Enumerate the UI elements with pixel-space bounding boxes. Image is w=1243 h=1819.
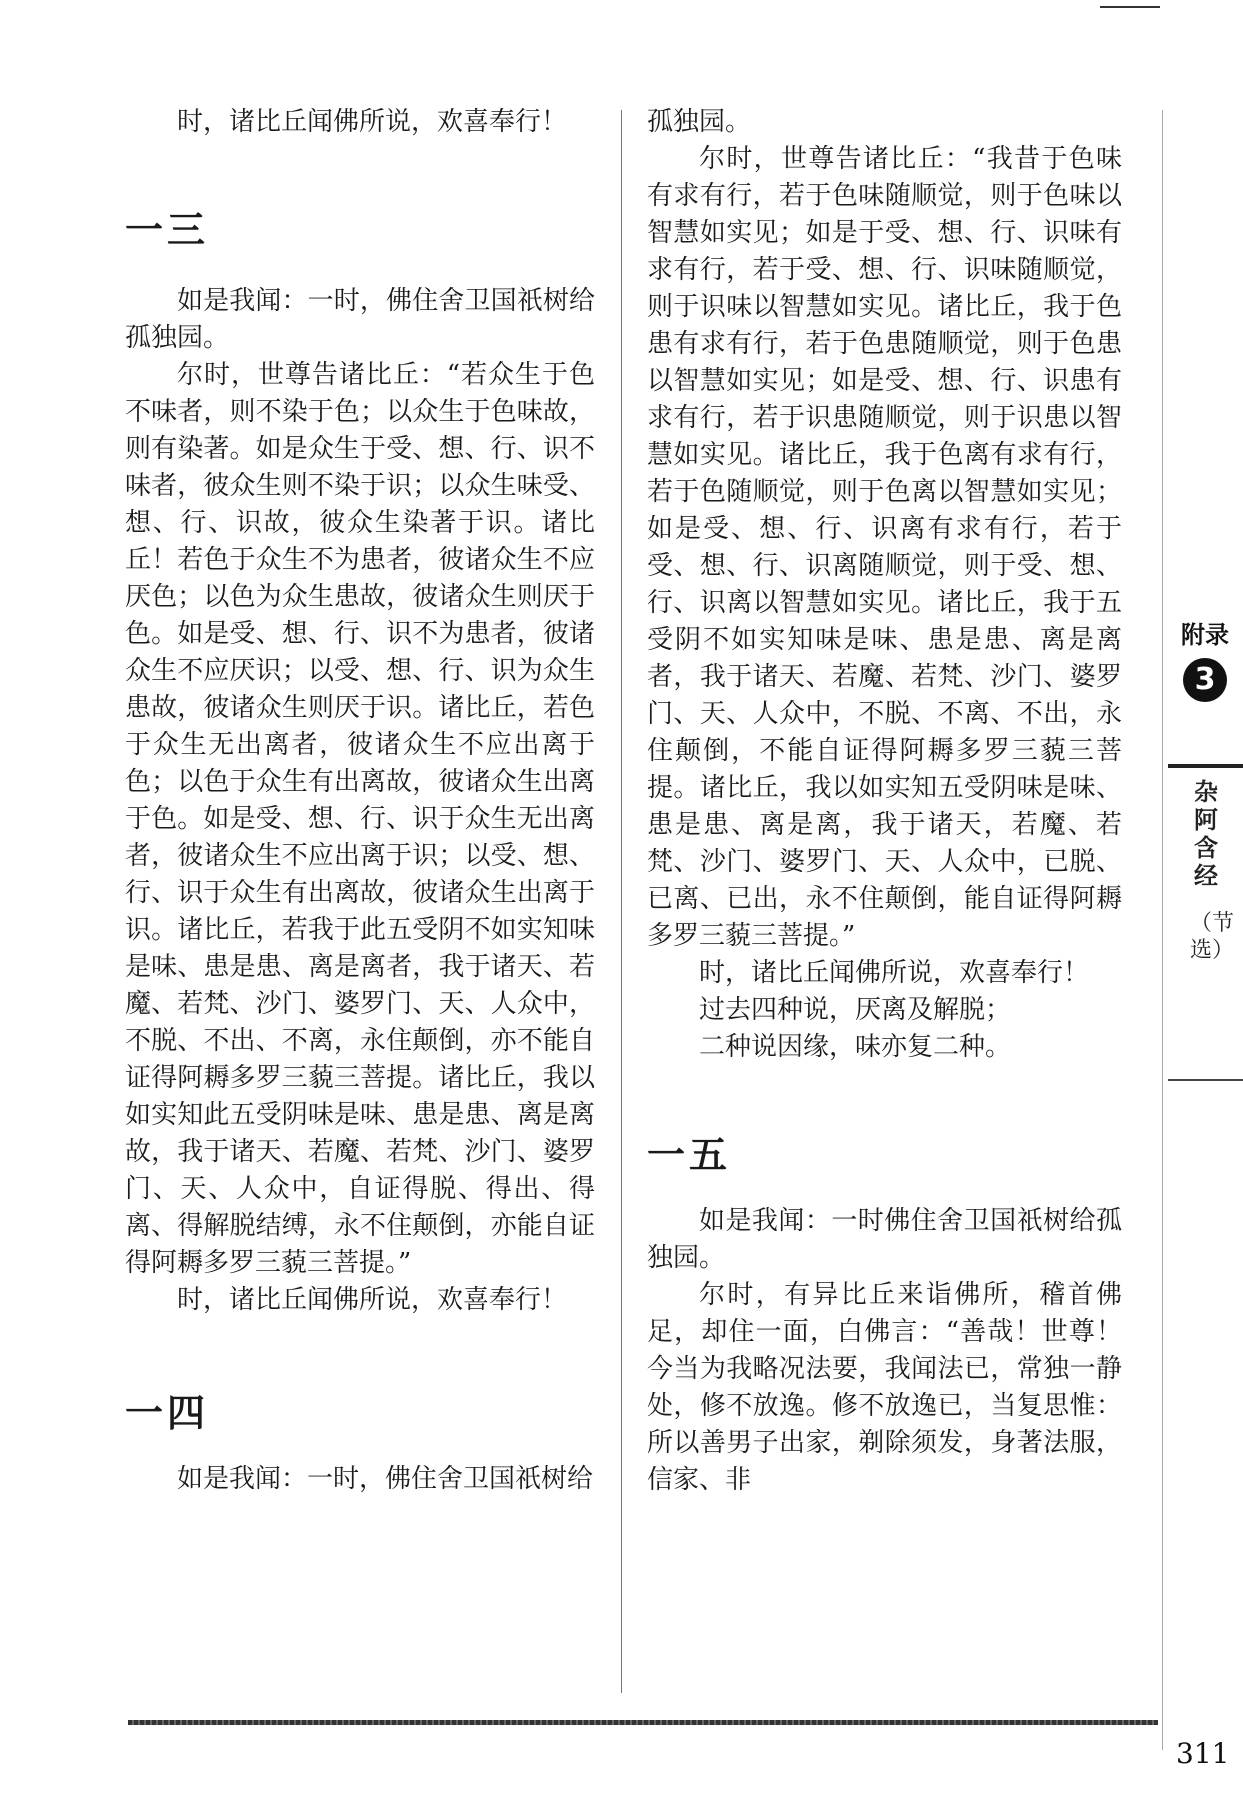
paragraph: 时，诸比丘闻佛所说，欢喜奉行！ — [177, 1285, 568, 1315]
book-subtitle: （节选） — [1190, 911, 1235, 963]
page-number: 311 — [1176, 1737, 1230, 1770]
spacer — [647, 1173, 1122, 1203]
right-column — [647, 104, 1122, 1499]
spacer — [125, 141, 595, 211]
tab-rule-bottom — [1168, 1079, 1243, 1081]
chapter-number-badge: 3 — [1183, 658, 1227, 702]
paragraph: 如是我闻：一时，佛住舍卫国祇树给孤独园。 — [125, 286, 595, 353]
paragraph: 时，诸比丘闻佛所说，欢喜奉行！ — [699, 958, 1090, 988]
tab-rule-top — [1168, 764, 1243, 768]
left-column — [125, 104, 595, 1498]
section-title-13: 一三 — [125, 207, 210, 252]
paragraph: 如是我闻：一时佛住舍卫国祇树给孤独园。 — [647, 1206, 1122, 1273]
column-divider — [621, 110, 622, 1693]
verse-line: 二种说因缘，味亦复二种。 — [699, 1032, 1012, 1062]
appendix-label: 附录 — [1181, 620, 1229, 649]
spacer — [125, 1431, 595, 1461]
paragraph: 孤独园。 — [647, 107, 752, 137]
side-margin-rule — [1162, 110, 1163, 1750]
paragraph: 尔时，世尊告诸比丘：“若众生于色不味者，则不染于色；以众生于色味故，则有染著。如是众生于受、想、行、识不味者，彼众生则不染于识；以众生味受、想、行、识故，彼众生染著于识。诸比丘！若色于众生不为患者，彼诸众生不应厌色；以色为众生患故，彼诸众生则厌于色。如是受、想、行、识不为患者，彼诸众生不应厌识；以受、想、行、识为众生患故，彼诸众生则厌于识。诸比丘，若色于众生无出离者，彼诸众生不应出离于色；以色于众生有出离故，彼诸众生出离于色。如是受、想、行、识于众生无出离者，彼诸众生不应出离于识；以受、想、行、识于众生有出离故，彼诸众生出离于识。诸比丘，若我于此五受阴不如实知味是味、患是患、离是离者，我于诸天、若魔、若梵、沙门、婆罗门、天、人众中，不脱、不出、不离，永住颠倒，亦不能自证得阿耨多罗三藐三菩提。诸比丘，我以如实知此五受阴味是味、患是患、离是离故，我于诸天、若魔、若梵、沙门、婆罗门、天、人众中，自证得脱、得出、得离、得解脱结缚，永不住颠倒，亦能自证得阿耨多罗三藐三菩提。” — [125, 360, 595, 1278]
spacer — [647, 1066, 1122, 1136]
book-title: 杂阿含经 — [1194, 777, 1218, 890]
section-title-14: 一四 — [125, 1390, 210, 1435]
paragraph: 如是我闻：一时，佛住舍卫国祇树给 — [177, 1464, 594, 1494]
section-title-15: 一五 — [647, 1132, 732, 1177]
spacer — [125, 248, 595, 283]
footer-rule — [128, 1720, 1158, 1725]
verse-line: 过去四种说，厌离及解脱； — [699, 995, 1012, 1025]
paragraph: 尔时，有异比丘来诣佛所，稽首佛足，却住一面，白佛言：“善哉！世尊！今当为我略况法要，我闻法已，常独一静处，修不放逸。修不放逸已，当复思惟：所以善男子出家，剃除须发，身著法服，信家、非 — [647, 1280, 1122, 1495]
spacer — [125, 1319, 595, 1394]
chapter-tab — [1175, 620, 1235, 708]
top-corner-rule — [1100, 6, 1160, 8]
closing-line: 时，诸比丘闻佛所说，欢喜奉行！ — [177, 107, 568, 137]
paragraph: 尔时，世尊告诸比丘：“我昔于色味有求有行，若于色味随顺觉，则于色味以智慧如实见；如是于受、想、行、识味有求有行，若于受、想、行、识味随顺觉，则于识味以智慧如实见。诸比丘，我于色患有求有行，若于色患随顺觉，则于色患以智慧如实见；如是受、想、行、识患有求有行，若于识患随顺觉，则于识患以智慧如实见。诸比丘，我于色离有求有行，若于色随顺觉，则于色离以智慧如实见；如是受、想、行、识离有求有行，若于受、想、行、识离随顺觉，则于受、想、行、识离以智慧如实见。诸比丘，我于五受阴不如实知味是味、患是患、离是离者，我于诸天、若魔、若梵、沙门、婆罗门、天、人众中，不脱、不离、不出，永住颠倒，不能自证得阿耨多罗三藐三菩提。诸比丘，我以如实知五受阴味是味、患是患、离是离，我于诸天，若魔、若梵、沙门、婆罗门、天、人众中，已脱、已离、已出，永不住颠倒，能自证得阿耨多罗三藐三菩提。” — [647, 144, 1122, 951]
